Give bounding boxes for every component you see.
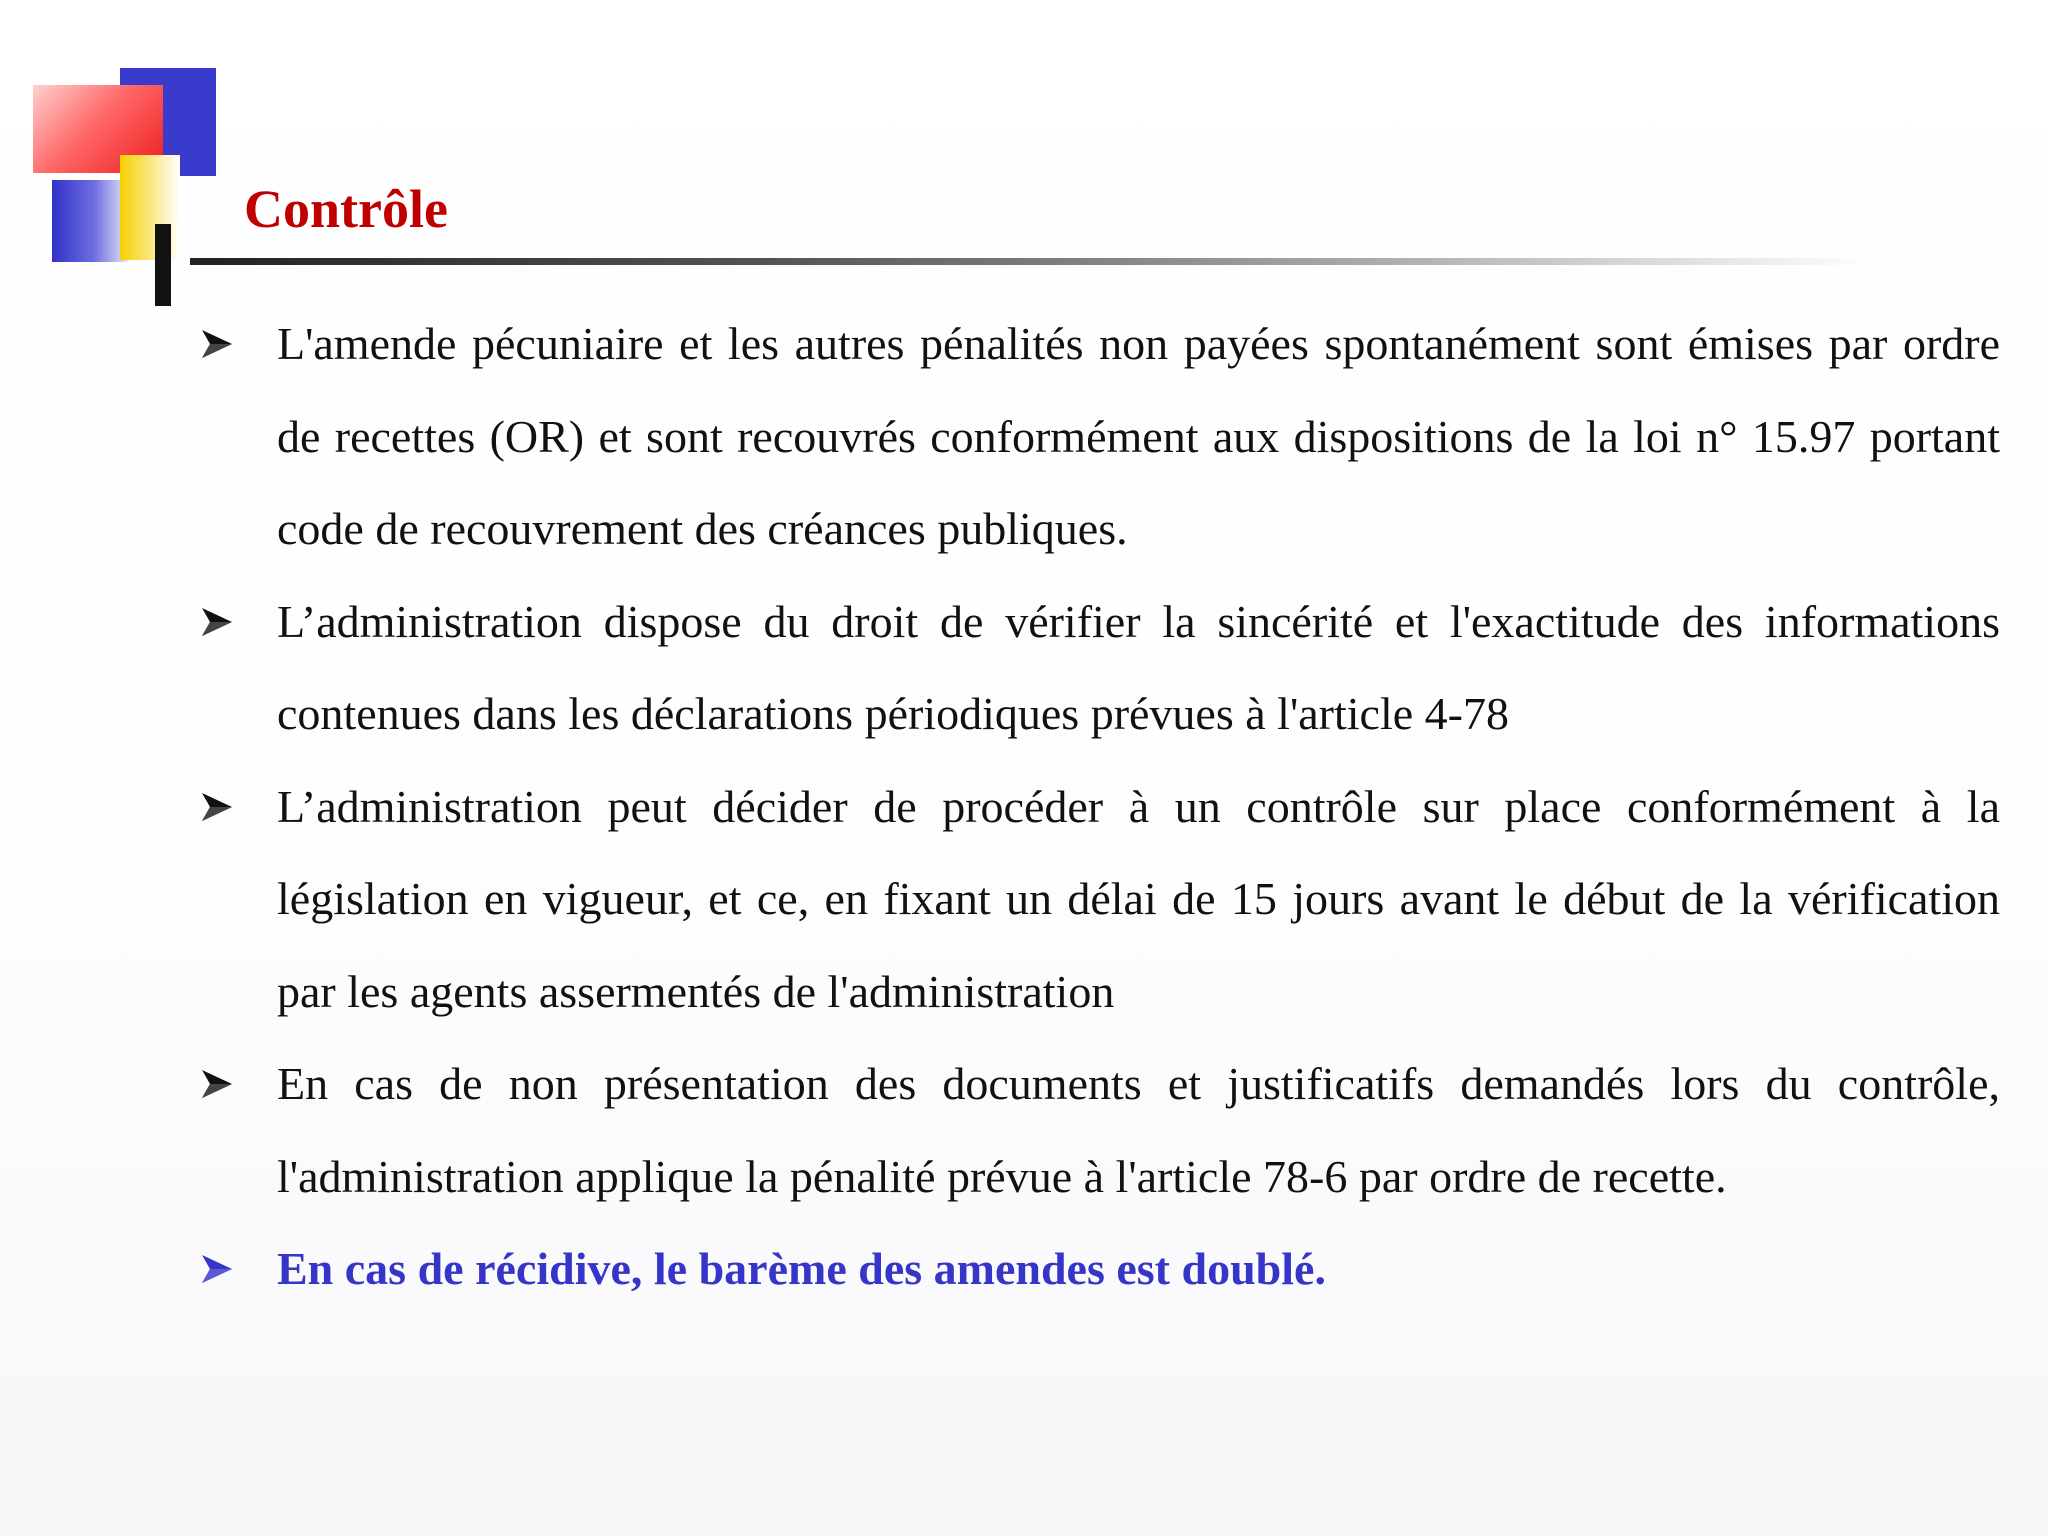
logo-block-blue-bottom xyxy=(52,180,128,262)
logo-block-yellow xyxy=(120,155,180,260)
bullet-list xyxy=(200,298,2000,1316)
arrowhead-bullet-icon xyxy=(200,298,240,391)
arrowhead-bullet-icon xyxy=(200,1038,240,1131)
logo-black-bar xyxy=(155,224,171,306)
arrowhead-bullet-icon xyxy=(200,1223,240,1316)
arrowhead-bullet-icon xyxy=(200,576,240,669)
bullet-text: En cas de non présentation des documents et justificatifs demandés lors du contrôle, l'administration applique la pénalité prévue à l'article 78-6 par ordre de recette. xyxy=(277,1058,2000,1202)
bullet-text-highlight: En cas de récidive, le barème des amendes est doublé. xyxy=(277,1243,1326,1294)
bullet-item xyxy=(200,298,2000,576)
bullet-item xyxy=(200,1038,2000,1223)
bullet-text: L'amende pécuniaire et les autres pénalités non payées spontanément sont émises par ordre de recettes (OR) et sont recouvrés conformément aux dispositions de la loi n° 15.97 portant code de recouvrement des créances publiques. xyxy=(277,318,2000,554)
arrowhead-bullet-icon xyxy=(200,761,240,854)
bullet-item xyxy=(200,761,2000,1039)
bullet-text: L’administration peut décider de procéder à un contrôle sur place conformément à la législation en vigueur, et ce, en fixant un délai de 15 jours avant le début de la vérification par les agents assermentés de l'administration xyxy=(277,780,2000,1017)
bullet-text: L’administration dispose du droit de vérifier la sincérité et l'exactitude des informations contenues dans les déclarations périodiques prévues à l'article 4-78 xyxy=(277,595,2000,739)
slide-title: Contrôle xyxy=(244,179,448,239)
bullet-item-highlight xyxy=(200,1223,2000,1316)
title-divider xyxy=(190,258,1870,265)
bullet-item xyxy=(200,576,2000,761)
